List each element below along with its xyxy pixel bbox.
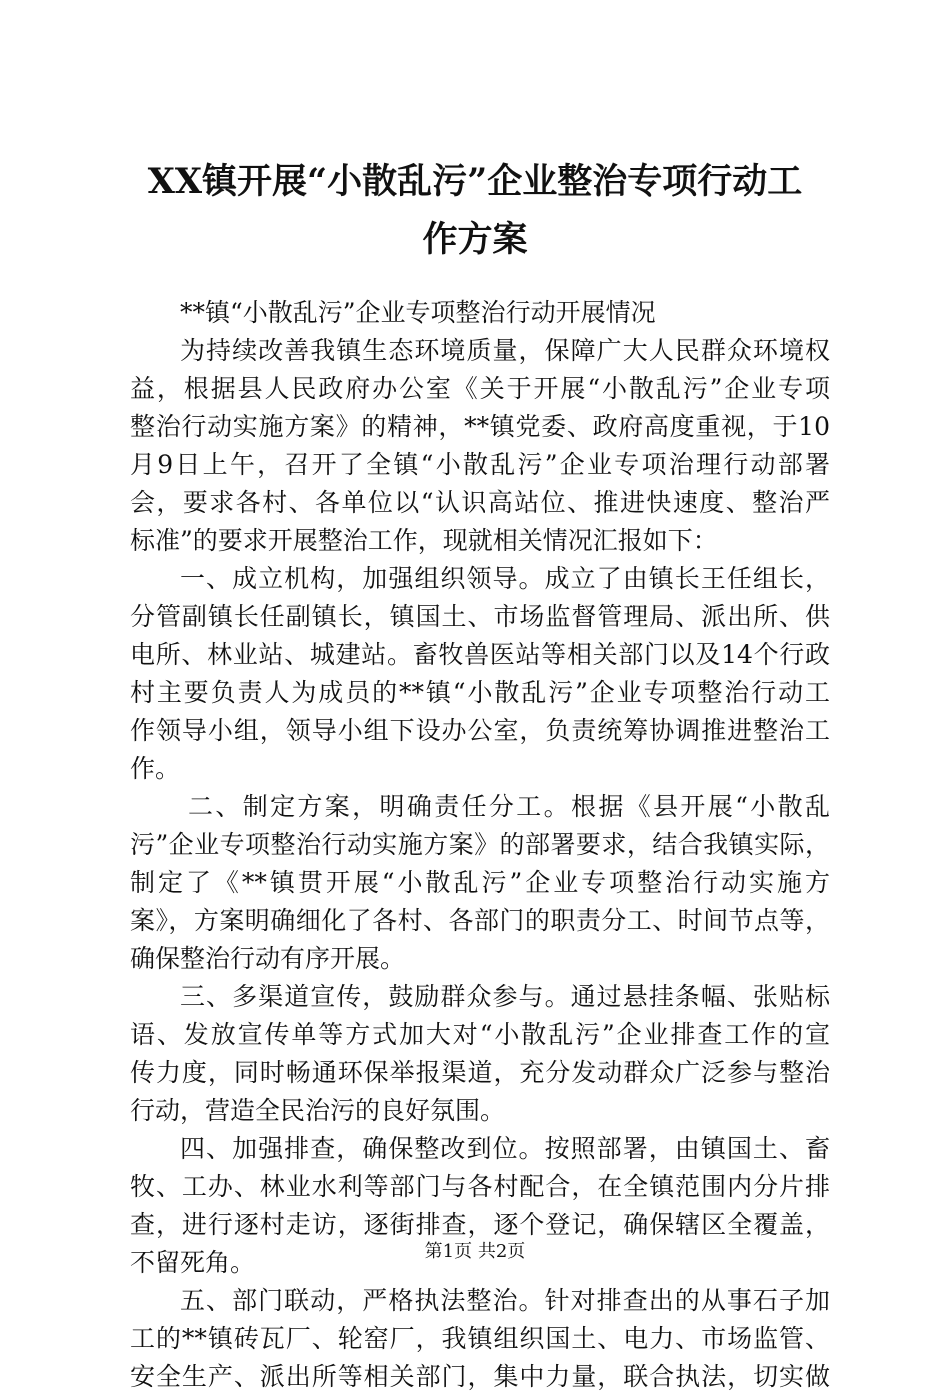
body-line: 二、制定方案，明确责任分工。根据《县开展“小散乱: [188, 792, 830, 821]
body-line: 四、加强排查，确保整改到位。按照部署，由镇国土、畜: [180, 1134, 830, 1163]
body-line: 工的**镇砖瓦厂、轮窑厂，我镇组织国土、电力、市场监管、: [130, 1324, 830, 1353]
body-line: 一、成立机构，加强组织领导。成立了由镇长王任组长，: [180, 564, 830, 593]
body-line: 月9日上午，召开了全镇“小散乱污”企业专项治理行动部署: [130, 450, 830, 479]
body-line: 行动，营造全民治污的良好氛围。: [130, 1096, 506, 1125]
document-title-line-1: XX镇开展“小散乱污”企业整治专项行动工: [147, 161, 803, 202]
body-line: 村主要负责人为成员的**镇“小散乱污”企业专项整治行动工: [130, 678, 830, 707]
body-line: 确保整治行动有序开展。: [130, 944, 406, 973]
body-line: 电所、林业站、城建站。畜牧兽医站等相关部门以及14个行政: [130, 640, 830, 669]
body-line: 传力度，同时畅通环保举报渠道，充分发动群众广泛参与整治: [130, 1058, 830, 1087]
body-line: **镇“小散乱污”企业专项整治行动开展情况: [180, 298, 656, 327]
body-line: 标准”的要求开展整治工作，现就相关情况汇报如下：: [130, 526, 718, 555]
body-line: 污”企业专项整治行动实施方案》的部署要求，结合我镇实际，: [130, 830, 830, 859]
body-line: 会，要求各村、各单位以“认识高站位、推进快速度、整治严: [130, 488, 830, 517]
body-line: 案》，方案明确细化了各村、各部门的职责分工、时间节点等，: [130, 906, 830, 935]
body-line: 制定了《**镇贯开展“小散乱污”企业专项整治行动实施方: [130, 868, 830, 897]
page-footer: 第1页 共2页: [424, 1241, 526, 1262]
document-title-line-2: 作方案: [422, 219, 528, 260]
body-line: 语、发放宣传单等方式加大对“小散乱污”企业排查工作的宣: [130, 1020, 830, 1049]
body-line: 牧、工办、林业水利等部门与各村配合，在全镇范围内分片排: [130, 1172, 830, 1201]
body-line: 三、多渠道宣传，鼓励群众参与。通过悬挂条幅、张贴标: [180, 982, 830, 1011]
body-line: 益，根据县人民政府办公室《关于开展“小散乱污”企业专项: [130, 374, 830, 403]
body-line: 分管副镇长任副镇长，镇国土、市场监督管理局、派出所、供: [130, 602, 830, 631]
body-line: 作。: [130, 754, 181, 783]
body-line: 不留死角。: [130, 1248, 256, 1277]
document-body: [130, 294, 830, 1396]
body-line: 查，进行逐村走访，逐街排查，逐个登记，确保辖区全覆盖，: [130, 1210, 830, 1239]
body-line: 五、部门联动，严格执法整治。针对排查出的从事石子加: [180, 1286, 830, 1315]
body-line: 安全生产、派出所等相关部门，集中力量，联合执法，切实做: [130, 1362, 830, 1391]
body-line: 为持续改善我镇生态环境质量，保障广大人民群众环境权: [180, 336, 830, 365]
body-line: 整治行动实施方案》的精神，**镇党委、政府高度重视，于10: [130, 412, 830, 441]
body-line: 作领导小组，领导小组下设办公室，负责统筹协调推进整治工: [130, 716, 830, 745]
